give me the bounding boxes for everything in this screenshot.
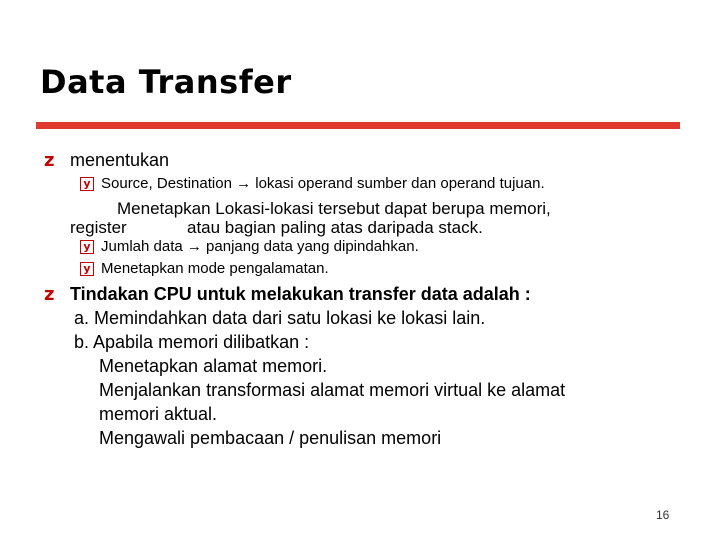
slide-title: Data Transfer <box>40 63 292 101</box>
y-checkbox-icon: y <box>80 262 94 276</box>
line-a: a. Memindahkan data dari satu lokasi ke lokasi lain. <box>74 308 486 328</box>
bullet-2-text: Tindakan CPU untuk melakukan transfer data adalah : <box>70 284 531 304</box>
sub-bullet-mode: Menetapkan mode pengalamatan. <box>101 260 329 277</box>
sub-bullet-jumlah-data: Jumlah data → panjang data yang dipindahkan. <box>101 238 419 255</box>
y-checkbox-icon: y <box>80 240 94 254</box>
y-checkbox-icon: y <box>80 177 94 191</box>
z-bullet-icon: z <box>44 150 55 171</box>
line-b2a: Menjalankan transformasi alamat memori virtual ke alamat <box>99 380 566 400</box>
sub-bullet-source-destination: Source, Destination → lokasi operand sumber dan operand tujuan. <box>101 175 545 192</box>
paragraph-line-2a: register <box>70 218 127 237</box>
line-b3: Mengawali pembacaan / penulisan memori <box>99 428 442 448</box>
line-b: b. Apabila memori dilibatkan : <box>74 332 310 352</box>
bullet-1-text: menentukan <box>70 150 170 170</box>
title-divider <box>36 122 680 129</box>
line-b2b: memori aktual. <box>99 404 218 424</box>
page-number: 16 <box>656 508 670 522</box>
line-b1: Menetapkan alamat memori. <box>99 356 328 376</box>
z-bullet-icon: z <box>44 284 55 305</box>
paragraph-line-1: Menetapkan Lokasi-lokasi tersebut dapat berupa memori, <box>117 199 551 218</box>
paragraph-line-2b: atau bagian paling atas daripada stack. <box>187 218 483 237</box>
